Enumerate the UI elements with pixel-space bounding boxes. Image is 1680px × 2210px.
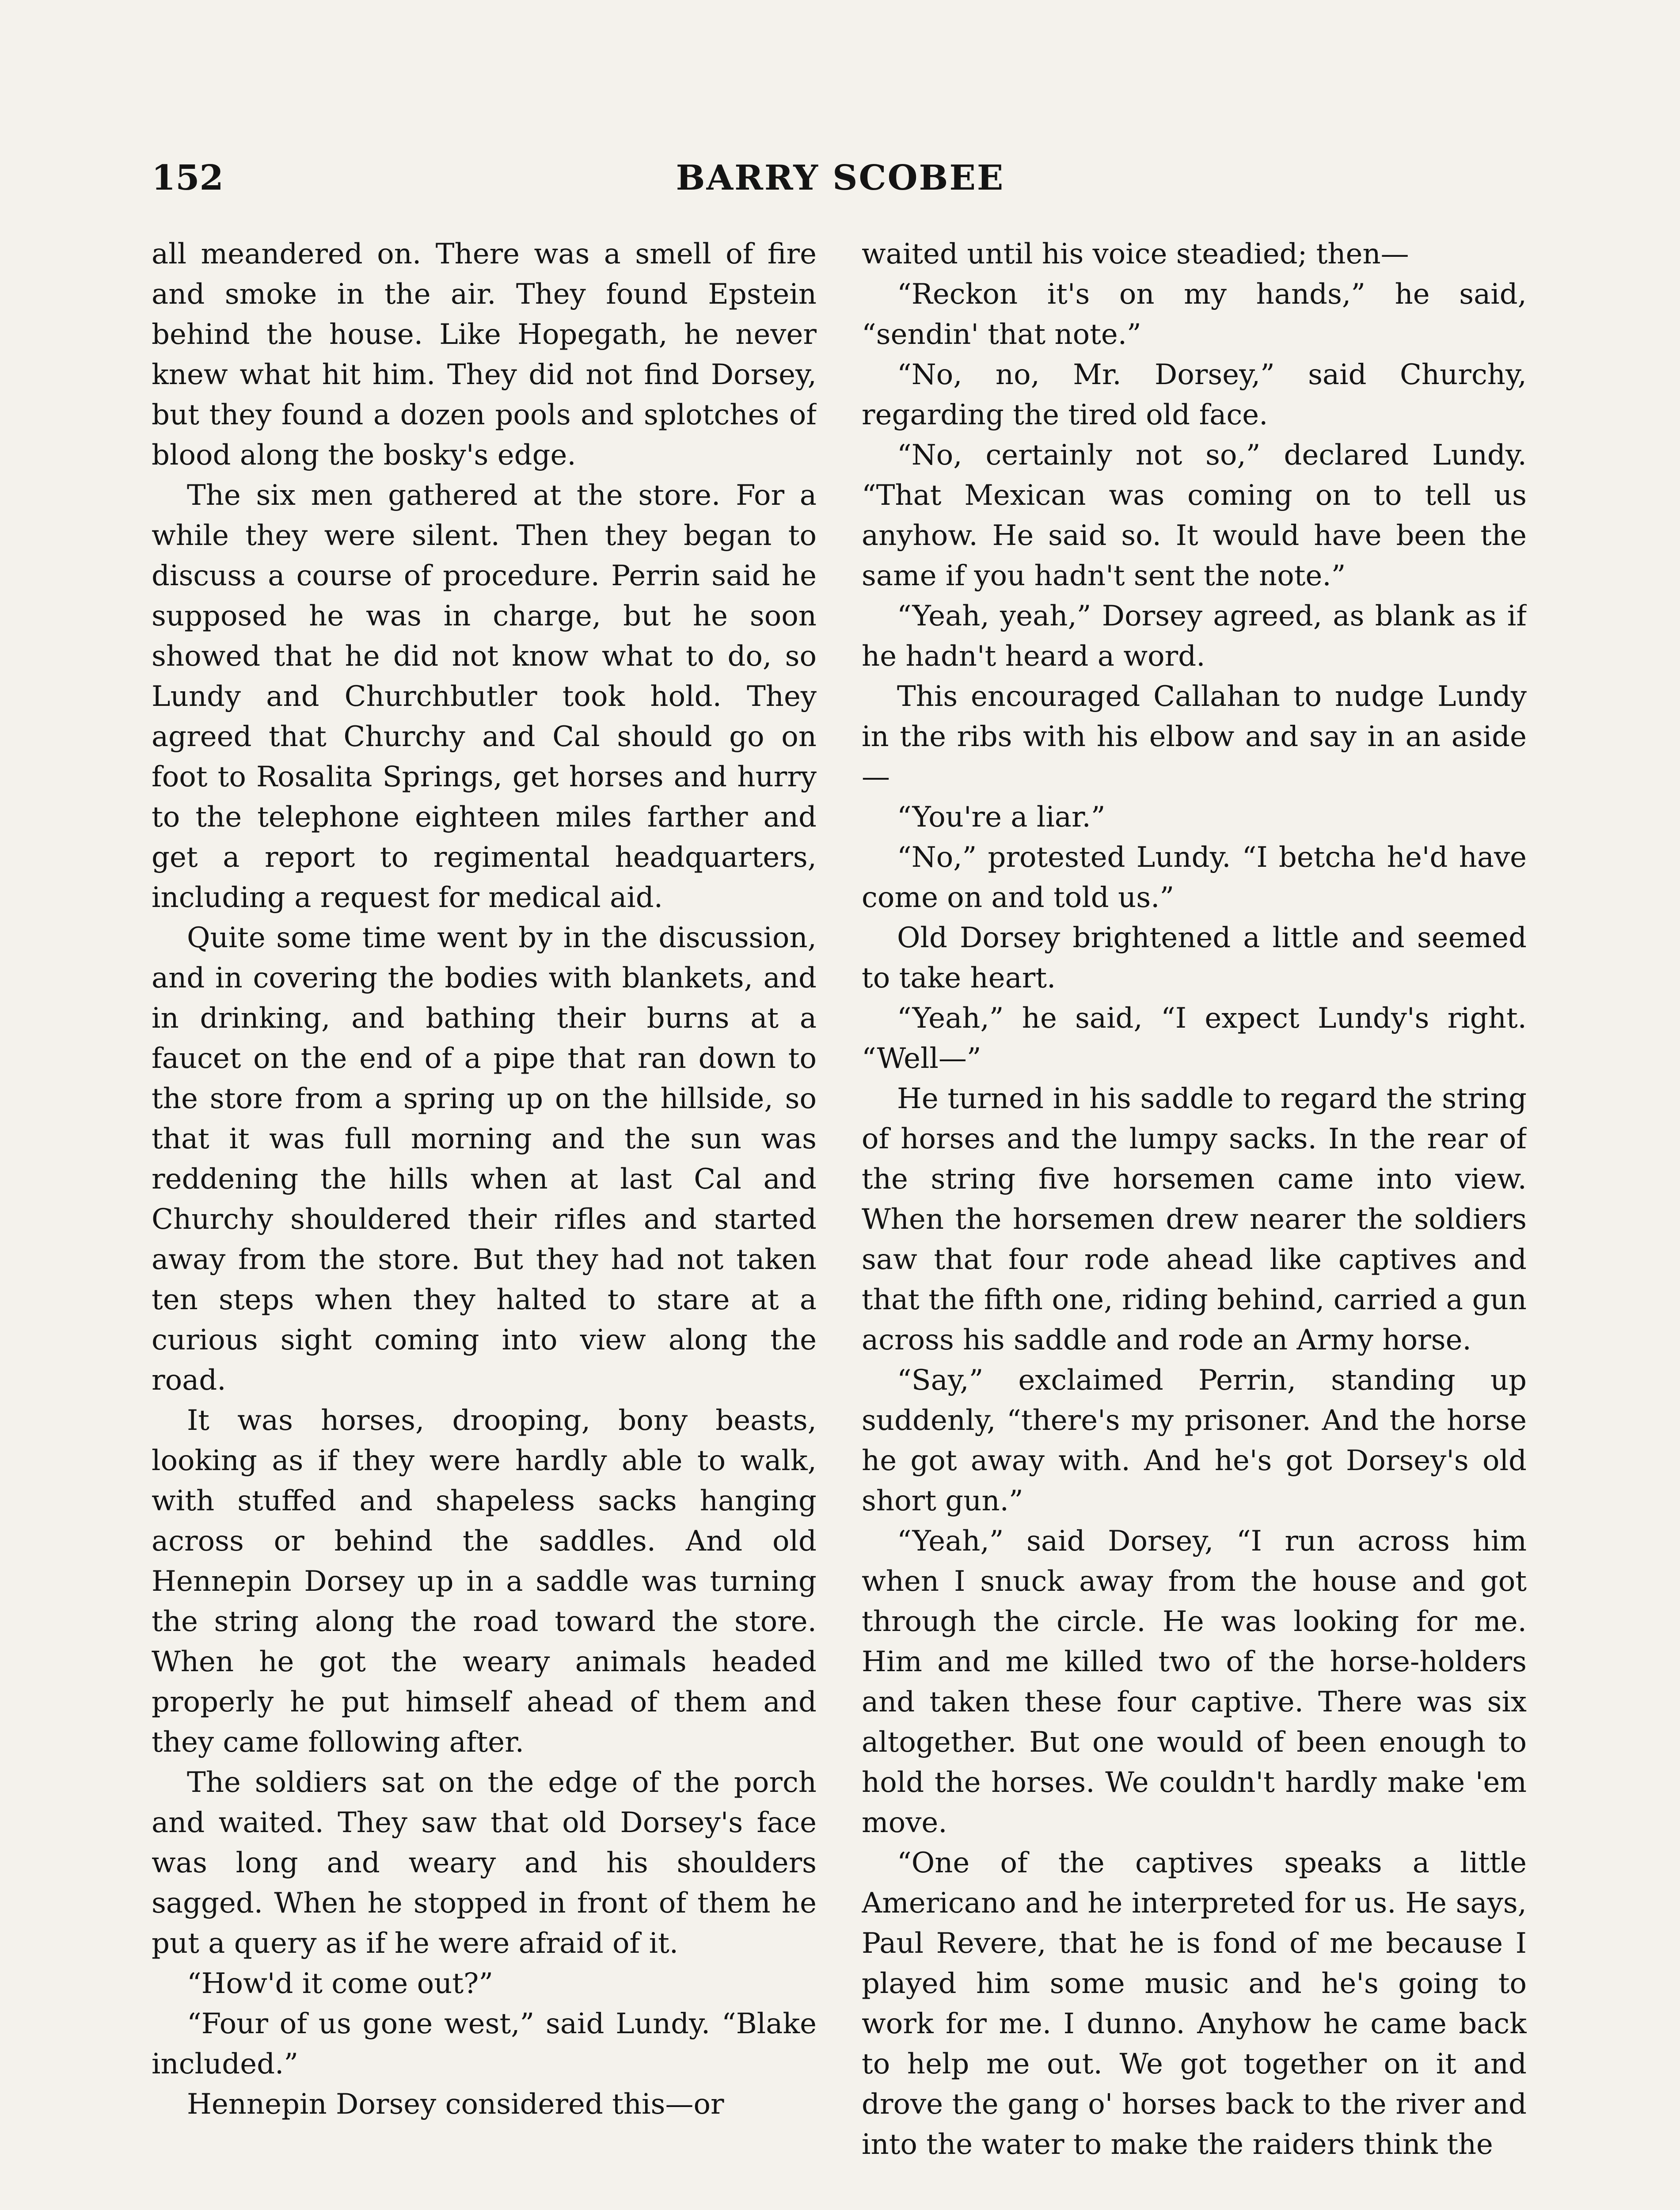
paragraph: all meandered on. There was a smell of fire and smoke in the air. They found Epstein behind the house. Like Hopegath, he never knew what hit him. They did not find Dorsey, but they found a dozen pools and splotches of blood along the bosky's edge. [152,238,817,472]
paragraph: “You're a liar.” [897,801,1106,834]
running-head: BARRY SCOBEE [676,158,1005,198]
paragraph: The soldiers sat on the edge of the porch and waited. They saw that old Dorsey's face was long and weary and his shoulders sagged. When he stopped in front of them he put a query as if he were afraid of it. [152,1766,817,1960]
paragraph: He turned in his saddle to regard the string of horses and the lumpy sacks. In the rear of the string five horsemen came into view. When the horsemen drew nearer the soldiers saw that four rode ahead like captives and that the fifth one, riding behind, carried a gun across his saddle and rode an Army horse. [862,1082,1527,1356]
paragraph: Old Dorsey brightened a little and seemed to take heart. [862,922,1527,994]
paragraph: The six men gathered at the store. For a while they were silent. Then they began to discuss a course of procedure. Perrin said he supposed he was in charge, but he soon showed that he did not know what to do, so Lundy and Churchbutler took hold. They agreed that Churchy and Cal should go on foot to Rosalita Springs, get horses and hurry to the telephone eighteen miles farther and get a report to regimental headquarters, including a request for medical aid. [152,479,817,914]
paragraph: “Four of us gone west,” said Lundy. “Blake included.” [152,2008,817,2080]
paragraph: “No, no, Mr. Dorsey,” said Churchy, regarding the tired old face. [862,358,1527,431]
paragraph: waited until his voice steadied; then— [862,238,1409,271]
paragraph: This encouraged Callahan to nudge Lundy in the ribs with his elbow and say in an aside— [862,680,1527,793]
paragraph: It was horses, drooping, bony beasts, looking as if they were hardly able to walk, with stuffed and shapeless sacks hanging across or behind the saddles. And old Hennepin Dorsey up in a saddle was turning the string along the road toward the store. When he got the weary animals headed properly he put himself ahead of them and they came following after. [152,1404,817,1759]
left-column [152,234,817,2210]
paragraph: “Reckon it's on my hands,” he said, “sendin' that note.” [862,278,1527,351]
right-column [862,234,1527,2210]
paragraph: “How'd it come out?” [187,1967,494,2000]
paragraph: “No, certainly not so,” declared Lundy. “That Mexican was coming on to tell us anyhow. He said so. It would have been the same if you hadn't sent the note.” [862,439,1527,592]
page-header [152,154,1529,202]
paragraph: “Say,” exclaimed Perrin, standing up suddenly, “there's my prisoner. And the horse he got away with. And he's got Dorsey's old short gun.” [862,1364,1527,1517]
paragraph: Hennepin Dorsey considered this—or [187,2088,724,2121]
paragraph: “Yeah,” he said, “I expect Lundy's right. “Well—” [862,1002,1527,1075]
paragraph: Quite some time went by in the discussion, and in covering the bodies with blankets, and in drinking, and bathing their burns at a faucet on the end of a pipe that ran down to the store from a spring up on the hillside, so that it was full morning and the sun was reddening the hills when at last Cal and Churchy shouldered their rifles and started away from the store. But they had not taken ten steps when they halted to stare at a curious sight coming into view along the road. [152,922,817,1397]
paragraph: “Yeah,” said Dorsey, “I run across him when I snuck away from the house and got through the circle. He was looking for me. Him and me killed two of the horse-holders and taken these four captive. There was six altogether. But one would of been enough to hold the horses. We couldn't hardly make 'em move. [862,1525,1527,1839]
paragraph: “One of the captives speaks a little Americano and he interpreted for us. He says, Paul Revere, that he is fond of me because I played him some music and he's going to work for me. I dunno. Anyhow he came back to help me out. We got together on it and drove the gang o' horses back to the river and into the water to make the raiders think the [862,1847,1527,2161]
paragraph: “Yeah, yeah,” Dorsey agreed, as blank as if he hadn't heard a word. [862,600,1527,673]
paragraph: “No,” protested Lundy. “I betcha he'd have come on and told us.” [862,841,1527,914]
page-number: 152 [152,158,224,198]
